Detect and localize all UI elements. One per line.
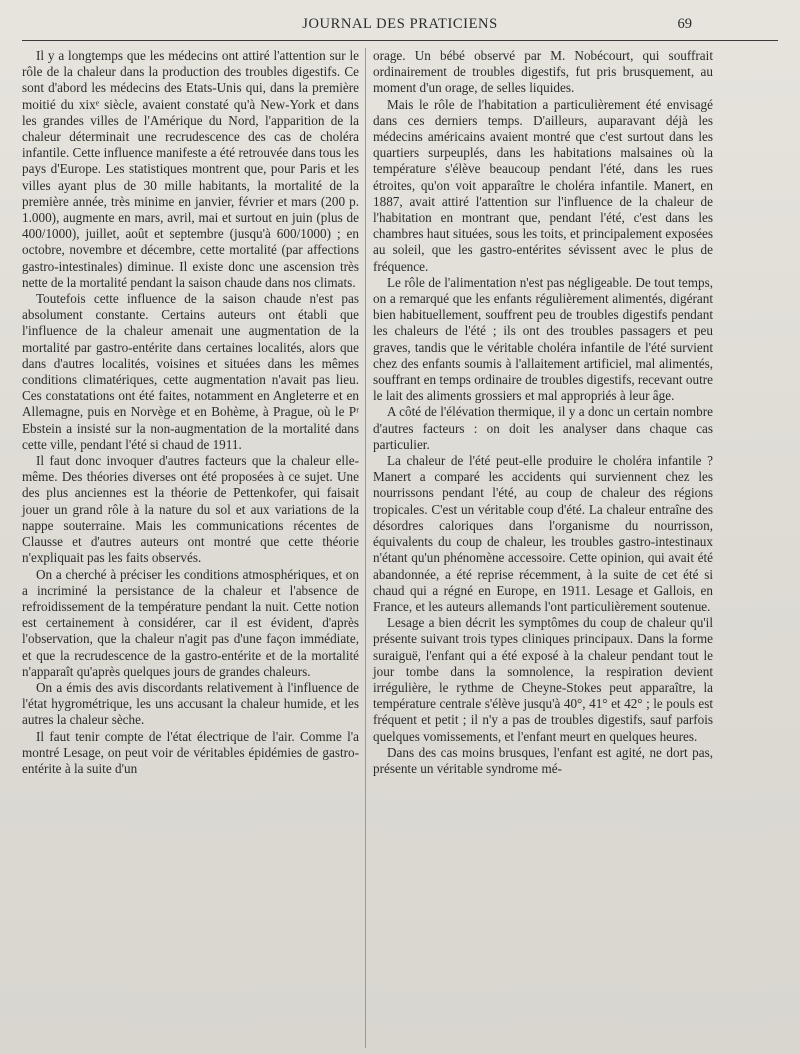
paragraph: Lesage a bien décrit les symptômes du coup de chaleur qu'il présente suivant trois types cliniques principaux. Dans la forme suraiguë, l'enfant qui a été exposé à la chaleur pendant tout le jour tombe dans la somnolence, la respiration devient irrégulière, le rythme de Cheyne-Stokes peut apparaître, la température centrale s'élève jusqu'à 40°, 41° et 42° ; le pouls est fréquent et petit ; il n'y a pas de troubles digestifs, sauf parfois quelques vomissements, et l'enfant meurt en quelques heures. [373, 615, 713, 744]
paragraph: orage. Un bébé observé par M. Nobécourt, qui souffrait ordinairement de troubles digestifs, fut pris brusquement, au moment d'un orage, de selles liquides. [373, 48, 713, 96]
paragraph: Il faut tenir compte de l'état électrique de l'air. Comme l'a montré Lesage, on peut voir de véritables épidémies de gastro-entérite à la suite d'un [22, 728, 359, 776]
paragraph: Dans des cas moins brusques, l'enfant est agité, ne dort pas, présente un véritable syndrome mé- [373, 744, 713, 776]
paragraph: La chaleur de l'été peut-elle produire le choléra infantile ? Manert a comparé les accidents qui surviennent chez les nourrissons pendant l'été, au coup de chaleur des régions tropicales. C'est un véritable coup d'été. La chaleur entraîne des désordres caloriques dans l'organisme du nourrisson, équivalents du coup de chaleur, les troubles gastro-intestinaux n'étant qu'un phénomène accessoire. Cette opinion, qui avait été abandonnée, a été reprise récemment, à la suite de cet été si chaud qui a régné en Europe, en 1911. Lesage et Gallois, en France, et les auteurs allemands l'ont particulièrement soutenue. [373, 453, 713, 614]
paragraph: Il faut donc invoquer d'autres facteurs que la chaleur elle-même. Des théories diverses ont été proposées à ce sujet. Une des plus anciennes est la théorie de Pettenkofer, qui faisait jouer un grand rôle à la nature du sol et aux variations de la nappe souterraine. Mais les communications récentes de Clausse et d'autres auteurs ont montré que cette théorie n'expliquait pas les faits observés. [22, 453, 359, 566]
page-number: 69 [677, 16, 692, 32]
running-title: JOURNAL DES PRATICIENS [302, 16, 498, 32]
paragraph: On a émis des avis discordants relativement à l'influence de l'état hygrométrique, les uns accusant la chaleur humide, et les autres la chaleur sèche. [22, 679, 359, 728]
paragraph: Mais le rôle de l'habitation a particulièrement été envisagé dans ces derniers temps. D'ailleurs, auparavant déjà les médecins américains avaient montré que c'est surtout dans les quartiers surpeuplés, dans les habitations malsaines où la température s'élève beaucoup pendant l'été, dans les rues étroites, qu'on voit apparaître le choléra infantile. Manert, en 1887, avait attiré l'attention sur l'influence de la chaleur de l'habitation en montrant que, pendant l'été, c'est dans les chambres haut situées, sous les toits, et principalement exposées au soleil, que les gastro-entérites sévissent avec le plus de fréquence. [373, 96, 713, 274]
right-column [373, 48, 713, 777]
column-divider [365, 48, 366, 1048]
paragraph: Le rôle de l'alimentation n'est pas négligeable. De tout temps, on a remarqué que les enfants régulièrement alimentés, digérant bien habituellement, souffrent peu de troubles digestifs pendant les chaleurs de l'été ; ils ont des troubles passagers et peu graves, tandis que le véritable choléra infantile de l'été survient chez des enfants soumis à l'allaitement artificiel, mal alimentés, souffrant en temps ordinaire de troubles digestifs, recevant outre le lait des aliments grossiers et mal appropriés à leur âge. [373, 274, 713, 404]
paragraph: Toutefois cette influence de la saison chaude n'est pas absolument constante. Certains auteurs ont établi que l'influence de la chaleur amenait une augmentation de la mortalité par gastro-entérite dans certaines localités, alors que dans d'autres localités, voisines et situées dans les mêmes conditions climatériques, cette augmentation n'avait pas lieu. Ces constatations ont été faites, notamment en Angleterre et en Allemagne, puis en Norvège et en Bohème, à Prague, où le Pʳ Ebstein a insisté sur la non-augmentation de la mortalité dans cette ville, pendant l'été si chaud de 1911. [22, 291, 359, 452]
page-header [22, 14, 778, 38]
header-rule [22, 40, 778, 41]
left-column [22, 48, 359, 777]
paragraph: Il y a longtemps que les médecins ont attiré l'attention sur le rôle de la chaleur dans la production des troubles digestifs. Ce sont d'abord les médecins des Etats-Unis qui, dans la première moitié du xixᵉ siècle, avaient constaté qu'à New-York et dans les grandes villes de l'Amérique du Nord, l'apparition de la chaleur déterminait une recrudescence des cas de choléra infantile. Cette influence manifeste a été retrouvée dans tous les pays d'Europe. Les statistiques montrent que, pour Paris et les villes ayant plus de 30 mille habitants, la mortalité de la première année, très minime en janvier, février et mars (200 p. 1.000), augmente en mars, avril, mai et surtout en juin (plus de 400/1000), juillet, août et septembre (jusqu'à 600/1000) ; en octobre, novembre et décembre, cette mortalité (par affections gastro-intestinales) diminue. Il existe donc une ascension très nette de la mortalité pendant la saison chaude dans nos climats. [22, 48, 359, 290]
paragraph: On a cherché à préciser les conditions atmosphériques, et on a incriminé la persistance de la chaleur et l'absence de refroidissement de la température pendant la nuit. Cette notion est certainement à considérer, car il est évident, d'après l'observation, que la chaleur n'agit pas d'une façon immédiate, et que la recrudescence de la gastro-entérite et de la mortalité n'apparaît qu'après quelques jours de grandes chaleurs. [22, 566, 359, 679]
paragraph: A côté de l'élévation thermique, il y a donc un certain nombre d'autres facteurs : on doit les analyser dans chaque cas particulier. [373, 404, 713, 452]
